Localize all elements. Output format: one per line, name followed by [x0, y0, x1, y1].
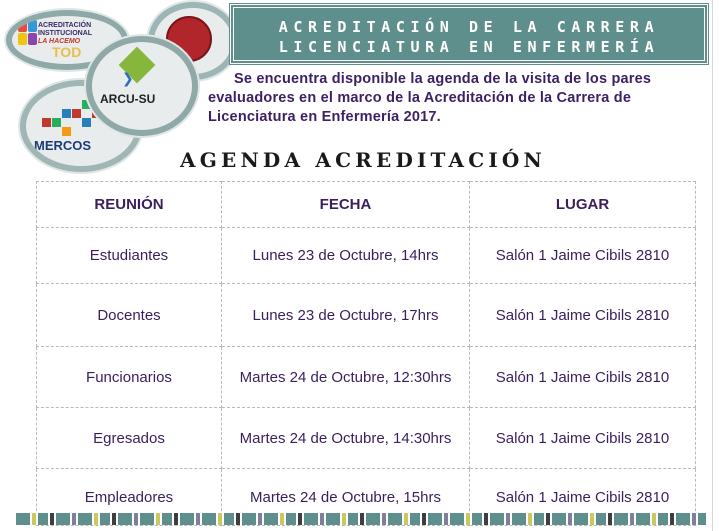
cell-reunion: Estudiantes	[37, 228, 222, 284]
header-banner	[230, 4, 708, 64]
cell-fecha: Lunes 23 de Octubre, 17hrs	[222, 284, 470, 347]
table-row	[37, 228, 696, 284]
logo-text: INSTITUCIONAL	[38, 30, 93, 37]
puzzle-icon	[18, 20, 38, 46]
logo-text: LA HACEMO	[38, 38, 81, 45]
cell-lugar: Salón 1 Jaime Cibils 2810	[470, 284, 696, 347]
cell-fecha: Martes 24 de Octubre, 14:30hrs	[222, 408, 470, 469]
agenda-title: AGENDA ACREDITACIÓN	[180, 148, 547, 172]
logo-text: ACREDITACIÓN	[38, 22, 92, 29]
agenda-table	[36, 181, 696, 526]
table-row	[37, 408, 696, 469]
banner-title-line-1: ACREDITACIÓN DE LA CARRERA	[278, 18, 660, 36]
cell-lugar: Salón 1 Jaime Cibils 2810	[470, 469, 696, 526]
page-edge-divider	[712, 0, 713, 531]
intro-paragraph: Se encuentra disponible la agenda de la visita de los pares evaluadores en el marco de la Acreditación de la Carrera de Licenciatura en Enfermería 2017.	[208, 71, 652, 125]
decorative-footer-strip	[16, 513, 706, 525]
table-row	[37, 347, 696, 408]
chevron-icon: ❯	[122, 71, 134, 87]
header-lugar: LUGAR	[470, 182, 696, 228]
cell-lugar: Salón 1 Jaime Cibils 2810	[470, 228, 696, 284]
cell-fecha: Martes 24 de Octubre, 12:30hrs	[222, 347, 470, 408]
cell-fecha: Lunes 23 de Octubre, 14hrs	[222, 228, 470, 284]
cell-lugar: Salón 1 Jaime Cibils 2810	[470, 408, 696, 469]
arcu-sur-logo	[86, 36, 198, 136]
logo-text: MERCOS	[34, 138, 92, 153]
header-reunion: REUNIÓN	[37, 182, 222, 228]
cell-reunion: Empleadores	[37, 469, 222, 526]
cell-reunion: Egresados	[37, 408, 222, 469]
logo-text: TOD	[52, 44, 82, 60]
cell-reunion: Funcionarios	[37, 347, 222, 408]
logo-text: ARCU-SU	[100, 92, 156, 106]
table-header-row	[37, 182, 696, 228]
header-fecha: FECHA	[222, 182, 470, 228]
cell-fecha: Martes 24 de Octubre, 15hrs	[222, 469, 470, 526]
table-row	[37, 284, 696, 347]
cell-lugar: Salón 1 Jaime Cibils 2810	[470, 347, 696, 408]
banner-title-line-2: LICENCIATURA EN ENFERMERÍA	[278, 38, 660, 56]
cell-reunion: Docentes	[37, 284, 222, 347]
